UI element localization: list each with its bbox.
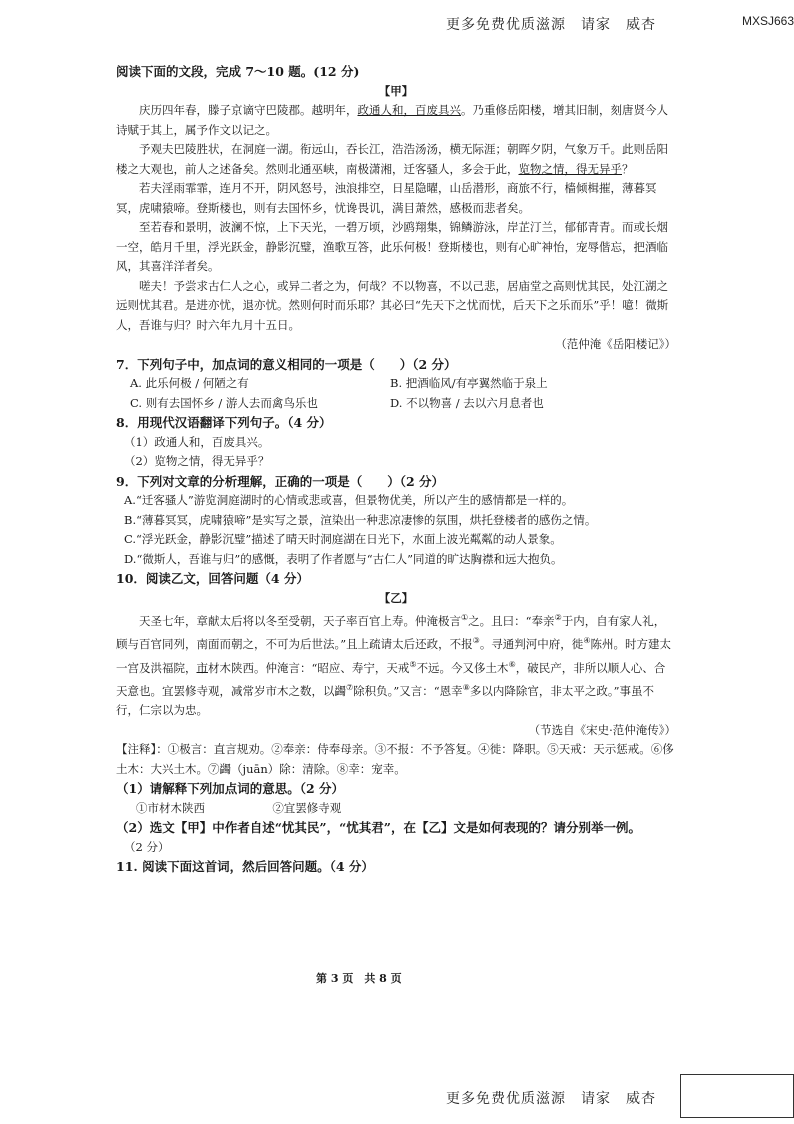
- q7-option-a: A. 此乐何极 / 何陋之有: [130, 376, 249, 390]
- yi-notes: 【注释】：①极言：直言规劝。②奉亲：侍奉母亲。③不报：不予答复。④徙：降职。⑤天戒：天示惩戒。⑥侈土木：大兴土木。⑦蠲（juān）除：清除。⑧幸：宠幸。: [116, 742, 674, 776]
- q10-1-stem: （1）请解释下列加点词的意思。（2 分）: [116, 781, 344, 797]
- jia-paragraph-5: 嗟夫！予尝求古仁人之心，或异二者之为，何哉？不以物喜，不以己悲，居庙堂之高则忧其民，处江湖之远则忧其君。是进亦忧，退亦忧。然则何时而乐耶？其必曰“先天下之忧而忧，后天下之乐而乐”乎！噫！微斯人，吾谁与归？时六年九月十五日。: [116, 278, 669, 332]
- q10-2-stem: （2）选文【甲】中作者自述“忧其民”，“忧其君”，在【乙】文是如何表现的？请分别举一例。: [116, 820, 641, 836]
- page-footer: 更多免费优质滋源 请家 威杏: [446, 1091, 656, 1107]
- page-number: 第 3 页 共 8 页: [316, 972, 402, 985]
- q9-option-c: C.“浮光跃金，静影沉璧”描述了晴天时洞庭湖在日光下，水面上波光粼粼的动人景象。: [124, 532, 562, 546]
- exam-content: [116, 62, 676, 877]
- jia-source: （范仲淹《岳阳楼记》）: [555, 337, 676, 351]
- q8-stem: 8．用现代汉语翻译下列句子。（4 分）: [116, 415, 332, 430]
- q11-stem: 11. 阅读下面这首词，然后回答问题。（4 分）: [116, 859, 374, 875]
- passage-yi-label: 【乙】: [378, 590, 414, 605]
- page-header: [446, 14, 794, 34]
- q7-option-d: D. 不以物喜 / 去以六月息者也: [390, 395, 544, 410]
- q9-option-b: B.“薄暮冥冥，虎啸猿啼”是实写之景，渲染出一种悲凉凄惨的氛围，烘托登楼者的感伤之情。: [124, 512, 597, 527]
- jia-paragraph-4: 至若春和景明，波澜不惊，上下天光，一碧万顷，沙鸥翔集，锦鳞游泳，岸芷汀兰，郁郁青青。而或长烟一空，皓月千里，浮光跃金，静影沉璧，渔歌互答，此乐何极！登斯楼也，则有心旷神怡，宠辱偕忘，把酒临风，其喜洋洋者矣。: [116, 220, 668, 273]
- section-title: 阅读下面的文段，完成 7～10 题。(12 分): [116, 64, 360, 79]
- header-text: 更多免费优质滋源 请家 威杏: [446, 17, 656, 33]
- q7-options: [116, 374, 676, 413]
- q8-sentence-1: （1）政通人和，百废具兴。: [124, 434, 270, 449]
- q7-option-c: C. 则有去国怀乡 / 游人去而禽鸟乐也: [130, 395, 318, 410]
- q7-stem: 7．下列句子中，加点词的意义相同的一项是（ ）（2 分）: [116, 356, 457, 372]
- jia-paragraph-1: 庆历四年春，滕子京谪守巴陵郡。越明年，政通人和，百废具兴。乃重修岳阳楼，增其旧制，刻唐贤今人诗赋于其上，属予作文以记之。: [116, 103, 668, 137]
- q9-stem: 9．下列对文章的分析理解，正确的一项是（ ）（2 分）: [116, 473, 444, 489]
- underlined-phrase: 政通人和，百废具兴: [357, 103, 461, 117]
- q9-option-d: D.“微斯人，吾谁与归”的感慨，表明了作者愿与“古仁人”同道的旷达胸襟和远大抱负。: [124, 551, 563, 566]
- q10-1-word-2: ②宜罢修寺观: [272, 800, 342, 815]
- yi-source: （节选自《宋史·范仲淹传》）: [528, 722, 676, 737]
- q8-sentence-2: （2）览物之情，得无异乎？: [124, 454, 270, 468]
- q7-option-b: B. 把酒临风/有亭翼然临于泉上: [390, 376, 548, 390]
- footer-box: [680, 1074, 794, 1118]
- q10-1-words: [116, 799, 676, 819]
- passage-jia-label: 【甲】: [378, 83, 414, 98]
- q10-2-score: （2 分）: [124, 839, 170, 854]
- jia-paragraph-3: 若夫淫雨霏霏，连月不开，阴风怒号，浊浪排空，日星隐曜，山岳潜形，商旅不行，樯倾楫摧，薄暮冥冥，虎啸猿啼。登斯楼也，则有去国怀乡，忧谗畏讥，满目萧然，感极而悲者矣。: [116, 181, 657, 215]
- yi-paragraph: 天圣七年，章献太后将以冬至受朝，天子率百官上寿。仲淹极言①之。且曰：“奉亲②于内，自有家人礼，顾与百官同列，南面而朝之，不可为后世法。”且上疏请太后还政，不报③。寻通判河中府，徙④陈州。时方建太一宫及洪福院，市材木陕西。仲淹言：“昭应、寿宁，天戒⑤不远。今又侈土木⑥，破民产，非所以顺人心、合天意也。宜罢修寺观，减常岁市木之数，以蠲⑦除积负。”又言：“恩幸⑧多以内降除官，非太平之政。”事虽不行，仁宗以为忠。: [116, 613, 671, 718]
- q10-1-word-1: ①市材木陕西: [136, 800, 205, 815]
- header-code: MXSJ663: [742, 14, 794, 28]
- underlined-phrase: 览物之情，得无异乎: [518, 161, 622, 176]
- q9-option-a: A.“迁客骚人”游览洞庭湖时的心情或悲或喜，但景物优美，所以产生的感情都是一样的。: [124, 493, 574, 507]
- jia-paragraph-2: 予观夫巴陵胜状，在洞庭一湖。衔远山，吞长江，浩浩汤汤，横无际涯；朝晖夕阴，气象万千。此则岳阳楼之大观也，前人之述备矣。然则北通巫峡，南极潇湘，迁客骚人，多会于此，览物之情，得无异乎？: [116, 142, 668, 176]
- q10-stem: 10．阅读乙文，回答问题（4 分）: [116, 571, 309, 586]
